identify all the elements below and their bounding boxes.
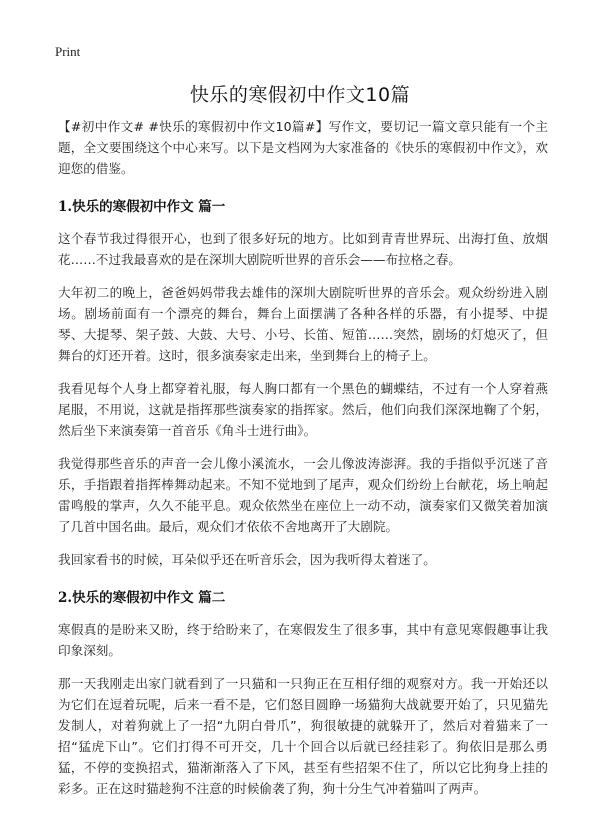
paragraph: 我回家看书的时候，耳朵似乎还在听音乐会，因为我听得太着迷了。	[58, 552, 436, 567]
intro-paragraph: 【#初中作文# #快乐的寒假初中作文10篇#】写作文，要切记一篇文章只能有一个主题，全文要围绕这个中心来写。以下是文档网为大家准备的《快乐的寒假初中作文》，欢迎您的借鉴。	[58, 119, 548, 176]
paragraph: 大年初二的晚上，爸爸妈妈带我去雄伟的深圳大剧院听世界的音乐会。观众纷纷进入剧场。剧场前面有一个漂亮的舞台，舞台上面摆满了各种各样的乐器，有小提琴、中提琴、大提琴、架子鼓、大鼓、大号、小号、长笛、短笛……突然，剧场的灯熄灭了，但舞台的灯还开着。这时，很多演奏家走出来，坐到舞台上的椅子上。	[58, 285, 548, 363]
paragraph: 寒假真的是盼来又盼，终于给盼来了，在寒假发生了很多事，其中有意见寒假趣事让我印象深刻。	[58, 622, 548, 658]
section-heading: 2.快乐的寒假初中作文 篇二	[58, 590, 226, 606]
paragraph: 我觉得那些音乐的声音一会儿像小溪流水，一会儿像波涛澎湃。我的手指似乎沉迷了音乐，手指跟着指挥棒舞动起来。不知不觉地到了尾声，观众们纷纷上台献花，场上响起雷鸣般的掌声，久久不能平息。观众依然坐在座位上一动不动，演奏家们又微笑着加演了几首中国名曲。最后，观众们才依依不舍地离开了大剧院。	[58, 456, 548, 534]
article-body	[58, 116, 548, 811]
paragraph: 我看见每个人身上都穿着礼服，每人胸口都有一个黑色的蝴蝶结，不过有一个人穿着燕尾服，不用说，这就是指挥那些演奏家的指挥家。然后，他们向我们深深地鞠了个躬，然后坐下来演奏第一首音乐《角斗士进行曲》。	[58, 381, 548, 438]
paragraph: 那一天我刚走出家门就看到了一只猫和一只狗正在互相仔细的观察对方。我一开始还以为它们在逗着玩呢，后来一看不是，它们怒目圆睁一场猫狗大战就要开始了，只见猫先发制人，对着狗就上了一招“九阴白骨爪”，狗很敏捷的就躲开了，然后对着猫来了一招“猛虎下山”。它们打得不可开交，几十个回合以后就已经挂彩了。狗依旧是那么勇猛，不停的变换招式，猫渐渐落入了下风，甚至有些招架不住了，所以它比狗身上挂的彩多。正在这时猫趁狗不注意的时候偷袭了狗，狗十分生气冲着猫叫了两声。	[58, 676, 548, 796]
section-1	[58, 195, 548, 570]
paragraph: 这个春节我过得很开心，也到了很多好玩的地方。比如到青青世界玩、出海打鱼、放烟花……不过我最喜欢的是在深圳大剧院听世界的音乐会——布拉格之春。	[58, 231, 548, 267]
section-heading: 1.快乐的寒假初中作文 篇一	[58, 199, 226, 215]
page-title: 快乐的寒假初中作文10篇	[189, 84, 411, 106]
section-2	[58, 586, 548, 799]
print-label: Print	[55, 44, 81, 59]
